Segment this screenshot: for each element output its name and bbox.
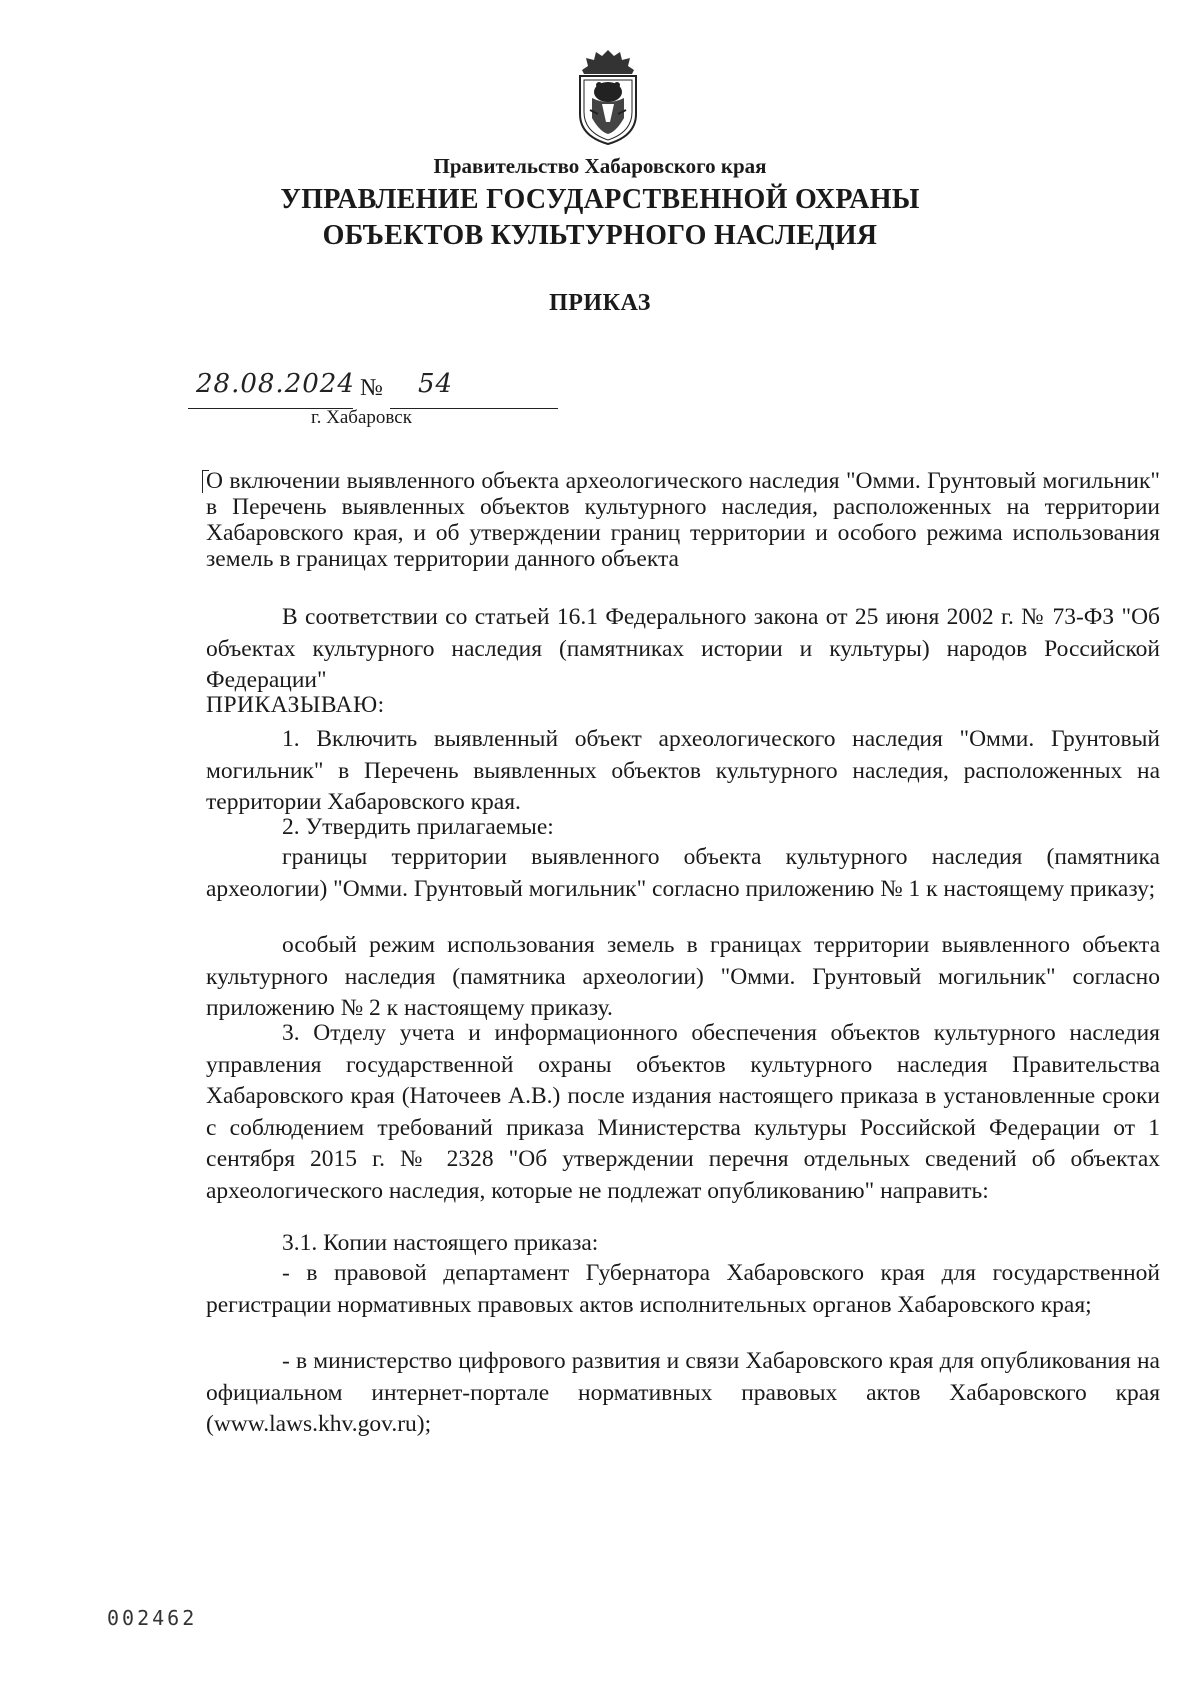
item-text: 2. Утвердить прилагаемые: [282,814,554,840]
form-serial-number: 002462 [107,1606,198,1630]
government-name: Правительство Хабаровского края [433,154,767,178]
item-1 [206,724,1160,819]
item-3-1 [206,1228,1160,1260]
item-3 [206,1018,1160,1207]
number-sign: № [360,375,383,401]
item-text: - в министерство цифрового развития и связи Хабаровского края для опубликования на официальном интернет-портале нормативных правовых актов Хабаровского края (www.laws.khv.gov.ru); [206,1348,1160,1437]
registration-block [188,369,558,409]
item-text: 3.1. Копии настоящего приказа: [282,1230,599,1256]
item-3-1-digital-ministry [206,1346,1160,1441]
department-name-line2: ОБЪЕКТОВ КУЛЬТУРНОГО НАСЛЕДИЯ [322,220,878,251]
order-number: 54 [418,369,454,399]
item-3-1-legal-department [206,1258,1160,1321]
number-underline [390,408,558,409]
order-verb: ПРИКАЗЫВАЮ: [206,692,385,718]
item-text: особый режим использования земель в границах территории выявленного объекта культурного наследия (памятника археологии) "Омми. Грунтовый могильник" согласно приложению № 2 к настоящему приказу. [206,932,1160,1021]
coat-of-arms-icon [568,48,648,148]
preamble [206,602,1160,697]
item-2-boundaries [206,842,1160,905]
item-text: - в правовой департамент Губернатора Хабаровского края для государственной регистрации нормативных правовых актов исполнительных органов Хабаровского края; [206,1260,1160,1318]
department-name-line1: УПРАВЛЕНИЕ ГОСУДАРСТВЕННОЙ ОХРАНЫ [280,184,920,215]
item-text: границы территории выявленного объекта культурного наследия (памятника археологии) "Омми. Грунтовый могильник" согласно приложению № 1 к настоящему приказу; [206,844,1160,902]
subject-text: О включении выявленного объекта археологического наследия "Омми. Грунтовый могильник" в Перечень выявленных объектов культурного наследия, расположенных на территории Хабаровского края, и об утверждении границ территории и особого режима использования земель в границах территории данного объекта [206,468,1160,572]
document-type-title: ПРИКАЗ [549,290,651,316]
item-2-land-use-regime [206,930,1160,1025]
order-date: 28.08.2024 [196,369,355,399]
item-text: 1. Включить выявленный объект археологического наследия "Омми. Грунтовый могильник" в Перечень выявленных объектов культурного наследия, расположенных на территории Хабаровского края. [206,726,1160,815]
city: г. Хабаровск [311,407,412,428]
item-2 [206,812,1160,844]
item-text: 3. Отделу учета и информационного обеспечения объектов культурного наследия управления государственной охраны объектов культурного наследия Правительства Хабаровского края (Наточеев А.В.) после издания настоящего приказа в установленные сроки с соблюдением требований приказа Министерства культуры Российской Федерации от 1 сентября 2015 г. № 2328 "Об утверждении перечня отдельных сведений об объектах археологического наследия, которые не подлежат опубликованию" направить: [206,1020,1160,1204]
subject-corner-mark [202,470,209,493]
preamble-text: В соответствии со статьей 16.1 Федерального закона от 25 июня 2002 г. № 73-ФЗ "Об объектах культурного наследия (памятниках истории и культуры) народов Российской Федерации" [206,604,1160,693]
order-subject [206,468,1160,572]
